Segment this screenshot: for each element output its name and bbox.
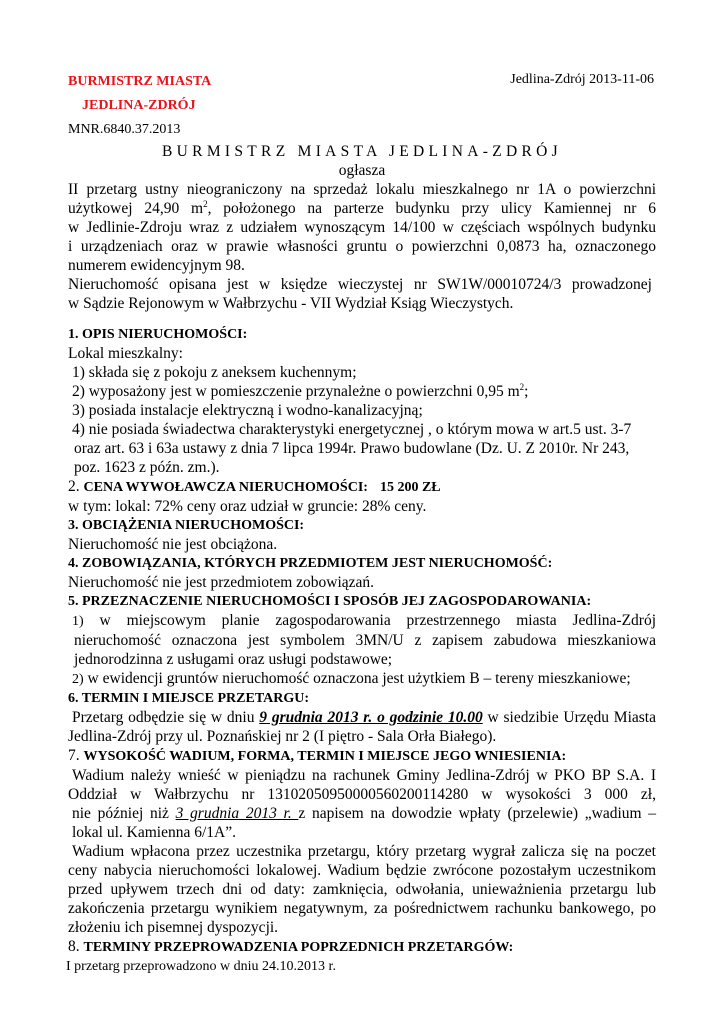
section-7-line: Oddział w Wałbrzychu nr 13102050950000560200114280 w wysokości 3 000 zł, [68, 786, 656, 803]
section-number: 2. [68, 478, 84, 495]
superscript: 2 [203, 198, 208, 209]
intro-line: i urządzeniach oraz w prawie własności gruntu o powierzchni 0,0873 ha, oznaczonego [68, 238, 656, 255]
list-item [68, 382, 656, 401]
section-2-text: w tym: lokal: 72% ceny oraz udział w gruncie: 28% ceny. [68, 498, 427, 515]
section-7-heading [68, 746, 656, 766]
section-title: TERMINY PRZEPROWADZENIA POPRZEDNICH PRZETARGÓW: [83, 940, 514, 955]
section-3-heading: 3. OBCIĄŻENIA NIERUCHOMOŚCI: [68, 518, 305, 533]
list-item: 3) posiada instalacje elektryczną i wodno-kanalizacyjną; [72, 402, 423, 419]
spacer [68, 313, 656, 325]
section-1-heading: 1. OPIS NIERUCHOMOŚCI: [68, 327, 248, 342]
deposit-text: nie później niż [72, 805, 176, 822]
document-title: BURMISTRZ MIASTA JEDLINA-ZDRÓJ [162, 143, 562, 160]
list-item-text: w ewidencji gruntów nieruchomość oznaczona jest użytkiem B – tereny mieszkaniowe; [87, 670, 631, 687]
section-2-heading [68, 477, 656, 497]
list-item-continuation: jednorodzinna z usługami oraz usługi podstawowe; [74, 651, 393, 668]
tender-text: Przetarg odbędzie się w dniu [72, 709, 260, 726]
section-title: CENA WYWOŁAWCZA NIERUCHOMOŚCI: [83, 480, 368, 495]
intro-text: , położonego na parterze budynku przy ulicy Kamiennej nr 6 [207, 200, 656, 217]
section-4-text: Nieruchomość nie jest przedmiotem zobowiązań. [68, 574, 375, 591]
section-8-heading [68, 937, 656, 957]
section-4-heading: 4. ZOBOWIĄZANIA, KTÓRYCH PRZEDMIOTEM JEST NIERUCHOMOŚĆ: [68, 556, 553, 571]
intro-line: Nieruchomość opisana jest w księdze wieczystej nr SW1W/00010724/3 prowadzonej [68, 276, 652, 293]
section-7-line: przed upływem trzech dni od daty: zamknięcia, odwołania, unieważnienia przetargu lub [68, 881, 656, 898]
section-6-line: Jedlina-Zdrój przy ul. Poznańskiej nr 2 (I piętro - Sala Orła Białego). [68, 728, 497, 745]
section-3-text: Nieruchomość nie jest obciążona. [68, 536, 278, 553]
section-7-line: złożeniu ich pisemnej dyspozycji. [68, 919, 279, 936]
section-5-heading: 5. PRZEZNACZENIE NIERUCHOMOŚCI I SPOSÓB JEJ ZAGOSPODAROWANIA: [68, 594, 592, 609]
list-item [68, 669, 656, 689]
list-item: 4) nie posiada świadectwa charakterystyki energetycznej , o którym mowa w art.5 ust. 3-7 [72, 421, 632, 438]
section-7-line: lokal ul. Kamienna 6/1A”. [72, 824, 236, 841]
superscript: 2 [519, 381, 525, 392]
tender-text: w siedzibie Urzędu Miasta [482, 709, 656, 726]
tender-date: 9 grudnia 2013 r. o godzinie 10.00 [259, 709, 483, 726]
intro-line: w Sądzie Rejonowym w Wałbrzychu - VII Wydział Ksiąg Wieczystych. [68, 295, 514, 312]
list-item: 1) składa się z pokoju z aneksem kuchennym; [72, 364, 357, 381]
section-7-line [68, 804, 656, 823]
list-item-text: w miejscowym planie zagospodarowania przestrzennego miasta Jedlina-Zdrój [99, 612, 657, 629]
section-6-heading: 6. TERMIN I MIEJSCE PRZETARGU: [68, 691, 310, 706]
list-number: 2) [72, 672, 84, 687]
list-item-continuation: oraz art. 63 i 63a ustawy z dnia 7 lipca 1994r. Prawo budowlane (Dz. U. Z 2010r. Nr 243, [74, 440, 630, 457]
intro-line [68, 199, 656, 218]
issuer-line-2: JEDLINA-ZDRÓJ [82, 98, 196, 113]
document-body [68, 180, 656, 976]
section-number: 7. [68, 747, 84, 764]
list-item-continuation: nieruchomość oznaczona jest symbolem 3MN/U z zapisem zabudowa mieszkaniowa [74, 632, 656, 649]
section-6-line [68, 708, 656, 727]
place-date: Jedlina-Zdrój 2013-11-06 [510, 72, 654, 87]
list-number: 1) [72, 614, 84, 629]
issuer-line-1: BURMISTRZ MIASTA [68, 74, 212, 89]
intro-line: II przetarg ustny nieograniczony na sprzedaż lokalu mieszkalnego nr 1A o powierzchni [68, 181, 656, 198]
list-item [68, 611, 656, 631]
section-1-lead: Lokal mieszkalny: [68, 345, 183, 362]
intro-text: użytkowej 24,90 m [68, 200, 204, 217]
section-number: 8. [68, 938, 84, 955]
intro-paragraph [68, 180, 656, 313]
section-7-line: zakończenia przetargu wynikiem negatywnym, za pośrednictwem rachunku bankowego, po [68, 900, 656, 917]
section-7-line: Wadium wpłacona przez uczestnika przetargu, który przetarg wygrał zalicza się na poczet [72, 843, 656, 860]
section-7-line: ceny nabycia nieruchomości lokalowej. Wadium będzie zwrócone pozostałym uczestnikom [68, 862, 656, 879]
list-item-text: 2) wyposażony jest w pomieszczenie przynależne o powierzchni 0,95 m [72, 383, 520, 400]
list-item-text: ; [524, 383, 529, 400]
list-item-continuation: poz. 1623 z późn. zm.). [74, 459, 220, 476]
section-title: WYSOKOŚĆ WADIUM, FORMA, TERMIN I MIEJSCE JEGO WNIESIENIA: [83, 749, 567, 764]
announces-word: ogłasza [338, 162, 386, 179]
deposit-text: z napisem na dowodzie wpłaty (przelewie) „wadium – [298, 805, 657, 822]
intro-line: numerem ewidencyjnym 98. [68, 257, 245, 274]
deposit-deadline: 3 grudnia 2013 r. [175, 805, 299, 822]
issuer-block [68, 70, 211, 118]
starting-price: 15 200 ZŁ [379, 480, 441, 495]
section-7-line: Wadium należy wnieść w pieniądzu na rachunek Gminy Jedlina-Zdrój w PKO BP S.A. I [72, 767, 656, 784]
section-8-text: I przetarg przeprowadzono w dniu 24.10.2013 r. [66, 959, 336, 974]
intro-line: w Jedlinie-Zdroju wraz z udziałem wynoszącym 14/100 w częściach wspólnych budynku [68, 219, 656, 236]
reference-number: MNR.6840.37.2013 [68, 122, 181, 137]
